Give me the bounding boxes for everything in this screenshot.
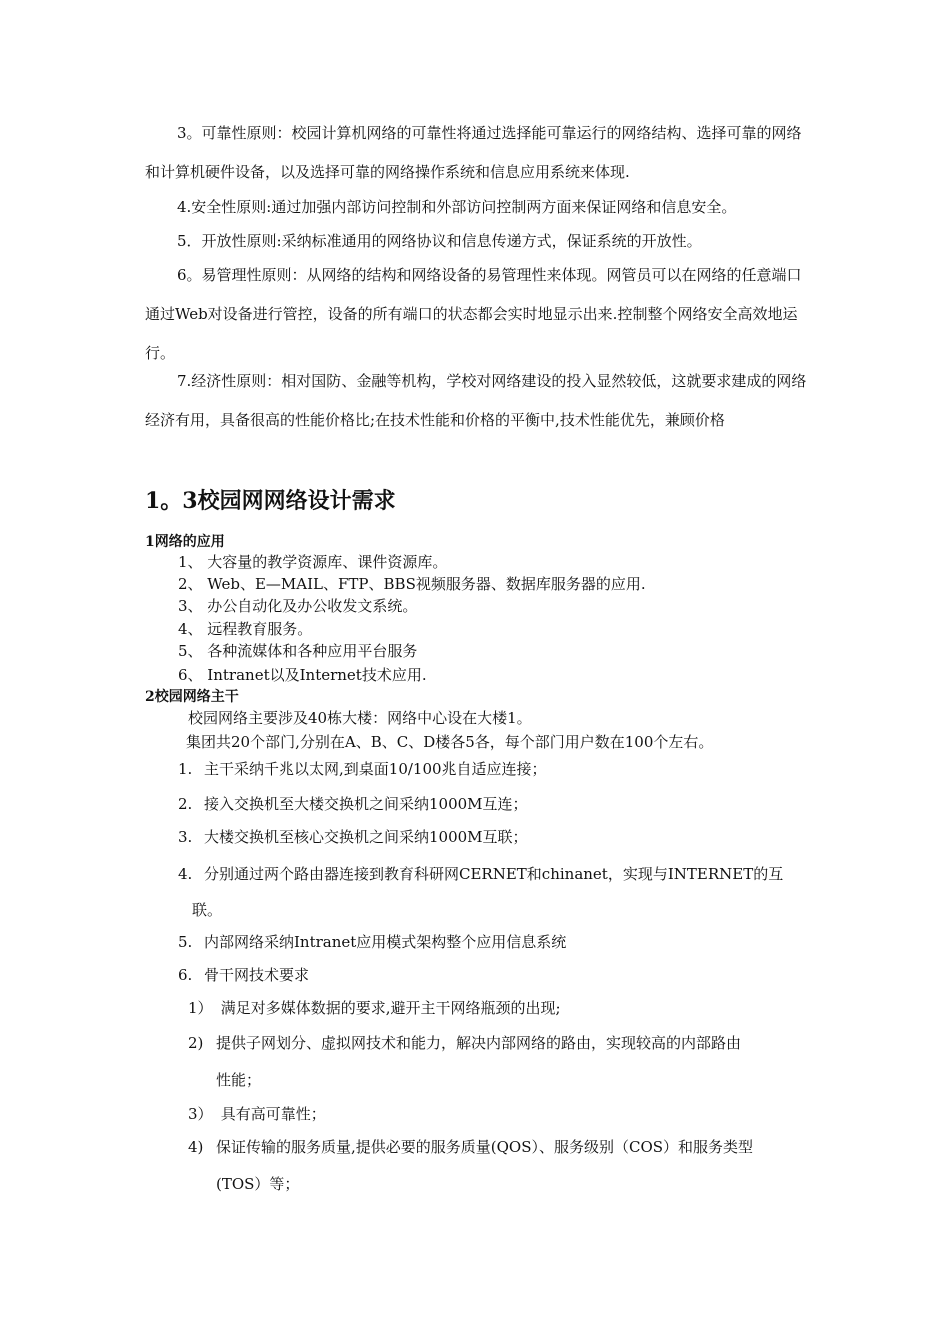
- numbered-item: 2. 接入交换机至大楼交换机之间采纳1000M互连；: [178, 795, 528, 813]
- principle-security: 4.安全性原则:通过加强内部访问控制和外部访问控制两方面来保证网络和信息安全。: [177, 198, 737, 216]
- summary-line: 集团共20个部门,分别在A、B、C、D楼各5各，每个部门用户数在100个左右。: [186, 733, 714, 751]
- numbered-item: 4. 分别通过两个路由器连接到教育科研网CERNET和chinanet，实现与INTERNET的互 联。: [178, 865, 784, 919]
- numbered-item: 5. 内部网络采纳Intranet应用模式架构整个应用信息系统: [178, 933, 567, 951]
- subsection-title-applications: 1网络的应用: [145, 534, 225, 550]
- section-title: 1。3校园网网络设计需求: [145, 488, 396, 514]
- list-item: 1、 大容量的教学资源库、课件资源库。: [178, 553, 448, 571]
- principle-reliability: 3。可靠性原则：校园计算机网络的可靠性将通过选择能可靠运行的网络结构、选择可靠的网络和计算机硬件设备，以及选择可靠的网络操作系统和信息应用系统来体现.: [145, 124, 802, 181]
- numbered-item: 3. 大楼交换机至核心交换机之间采纳1000M互联；: [178, 828, 528, 846]
- numbered-item: 1. 主干采纳千兆以太网,到桌面10/100兆自适应连接；: [178, 760, 547, 778]
- list-item: 4、 远程教育服务。: [178, 620, 313, 638]
- requirement-item: 4) 保证传输的服务质量,提供必要的服务质量(QOS）、服务级别（COS）和服务类型 (TOS）等；: [188, 1138, 754, 1193]
- requirement-item: 1） 满足对多媒体数据的要求,避开主干网络瓶颈的出现;: [188, 999, 561, 1017]
- requirement-item: 2) 提供子网划分、虚拟网技术和能力，解决内部网络的路由，实现较高的内部路由 性能；: [188, 1034, 742, 1089]
- numbered-item: 6. 骨干网技术要求: [178, 966, 310, 984]
- principle-economy: 7.经济性原则：相对国防、金融等机构，学校对网络建设的投入显然较低，这就要求建成的网络经济有用，具备很高的性能价格比;在技术性能和价格的平衡中,技术性能优先，兼顾价格: [145, 372, 807, 429]
- principle-manageability: 6。易管理性原则：从网络的结构和网络设备的易管理性来体现。网管员可以在网络的任意端口通过Web对设备进行管控，设备的所有端口的状态都会实时地显示出来.控制整个网络安全高效地运行。: [145, 266, 802, 362]
- principle-openness: 5．开放性原则:采纳标准通用的网络协议和信息传递方式，保证系统的开放性。: [177, 232, 702, 250]
- requirement-item: 3） 具有高可靠性；: [188, 1105, 326, 1123]
- list-item: 6、 Intranet以及Internet技术应用.: [178, 666, 427, 684]
- subsection-title-backbone: 2校园网络主干: [145, 689, 239, 705]
- list-item: 3、 办公自动化及办公收发文系统。: [178, 597, 418, 615]
- list-item: 2、 Web、E—MAIL、FTP、BBS视频服务器、数据库服务器的应用.: [178, 575, 646, 593]
- summary-line: 校园网络主要涉及40栋大楼：网络中心设在大楼1。: [188, 709, 532, 727]
- list-item: 5、 各种流媒体和各种应用平台服务: [178, 642, 418, 660]
